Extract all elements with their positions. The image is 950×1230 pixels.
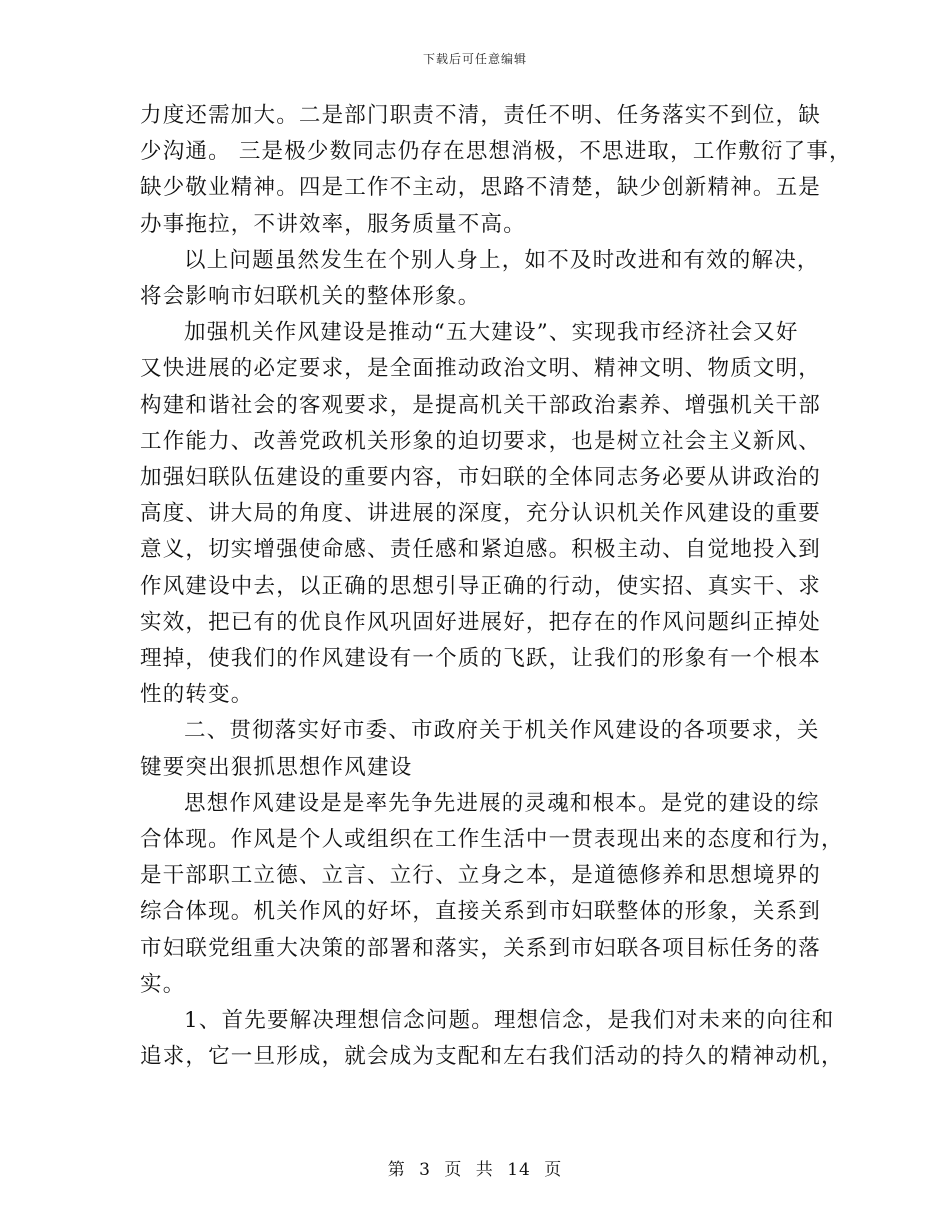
page-footer bbox=[0, 1155, 950, 1180]
text-line: 力度还需加大。二是部门职责不清，责任不明、任务落实不到位，缺 bbox=[140, 103, 822, 128]
text-line: 少沟通。 三是极少数同志仍存在思想消极，不思进取，工作敷衍了事， bbox=[140, 139, 852, 165]
paragraph bbox=[140, 713, 820, 785]
text-line: 思想作风建设是是率先争先进展的灵魂和根本。是党的建设的综 bbox=[184, 790, 820, 816]
paragraph bbox=[140, 98, 852, 243]
text-line: 加强妇联队伍建设的重要内容，市妇联的全体同志务必要从讲政治的 bbox=[140, 465, 822, 491]
text-line: 1、首先要解决理想信念问题。理想信念，是我们对未来的向往和 bbox=[184, 1008, 835, 1034]
footer-total-word: 共 bbox=[475, 1160, 494, 1180]
document-body bbox=[140, 98, 852, 1075]
paragraph bbox=[140, 1003, 844, 1075]
text-line: 意义，切实增强使命感、责任感和紧迫感。积极主动、自觉地投入到 bbox=[140, 537, 822, 563]
text-line: 高度、讲大局的角度、讲进展的深度，充分认识机关作风建设的重要 bbox=[140, 501, 822, 527]
footer-prefix: 第 bbox=[387, 1160, 406, 1180]
text-line: 追求，它一旦形成，就会成为支配和左右我们活动的持久的精神动机， bbox=[140, 1044, 844, 1070]
text-line: 加强机关作风建设是推动“五大建设”、实现我市经济社会又好 bbox=[184, 320, 799, 346]
footer-total-pages: 14 bbox=[507, 1160, 531, 1180]
paragraph bbox=[140, 786, 844, 1003]
text-line: 实。 bbox=[140, 971, 186, 997]
text-line: 以上问题虽然发生在个别人身上，如不及时改进和有效的解决， bbox=[184, 247, 820, 273]
text-line: 构建和谐社会的客观要求，是提高机关干部政治素养、增强机关干部 bbox=[140, 392, 822, 418]
text-line: 综合体现。机关作风的好坏，直接关系到市妇联整体的形象，关系到 bbox=[140, 899, 822, 925]
text-line: 将会影响市妇联机关的整体形象。 bbox=[140, 284, 481, 310]
text-line: 实效，把已有的优良作风巩固好进展好，把存在的作风问题纠正掉处 bbox=[140, 609, 822, 635]
footer-page-word: 页 bbox=[444, 1160, 463, 1180]
text-line: 又快进展的必定要求，是全面推动政治文明、精神文明、物质文明， bbox=[140, 356, 822, 382]
text-line: 键要突出狠抓思想作风建设 bbox=[140, 754, 413, 780]
text-line: 缺少敬业精神。四是工作不主动，思路不清楚，缺少创新精神。五是 bbox=[140, 175, 822, 201]
text-line: 性的转变。 bbox=[140, 682, 254, 708]
footer-current-page: 3 bbox=[419, 1160, 431, 1180]
footer-suffix: 页 bbox=[544, 1160, 563, 1180]
page-header: 下载后可任意编辑 bbox=[422, 52, 527, 66]
text-line: 市妇联党组重大决策的部署和落实，关系到市妇联各项目标任务的落 bbox=[140, 935, 822, 961]
text-line: 理掉，使我们的作风建设有一个质的飞跃，让我们的形象有一个根本 bbox=[140, 646, 822, 672]
paragraph bbox=[140, 243, 820, 315]
text-line: 是干部职工立德、立言、立行、立身之本，是道德修养和思想境界的 bbox=[140, 863, 822, 889]
text-line: 合体现。作风是个人或组织在工作生活中一贯表现出来的态度和行为， bbox=[140, 827, 844, 853]
text-line: 二、贯彻落实好市委、市政府关于机关作风建设的各项要求，关 bbox=[184, 718, 820, 744]
paragraph bbox=[140, 315, 822, 713]
text-line: 工作能力、改善党政机关形象的迫切要求，也是树立社会主义新风、 bbox=[140, 428, 822, 454]
text-line: 办事拖拉，不讲效率，服务质量不高。 bbox=[140, 211, 526, 237]
text-line: 作风建设中去，以正确的思想引导正确的行动，使实招、真实干、求 bbox=[140, 573, 822, 599]
